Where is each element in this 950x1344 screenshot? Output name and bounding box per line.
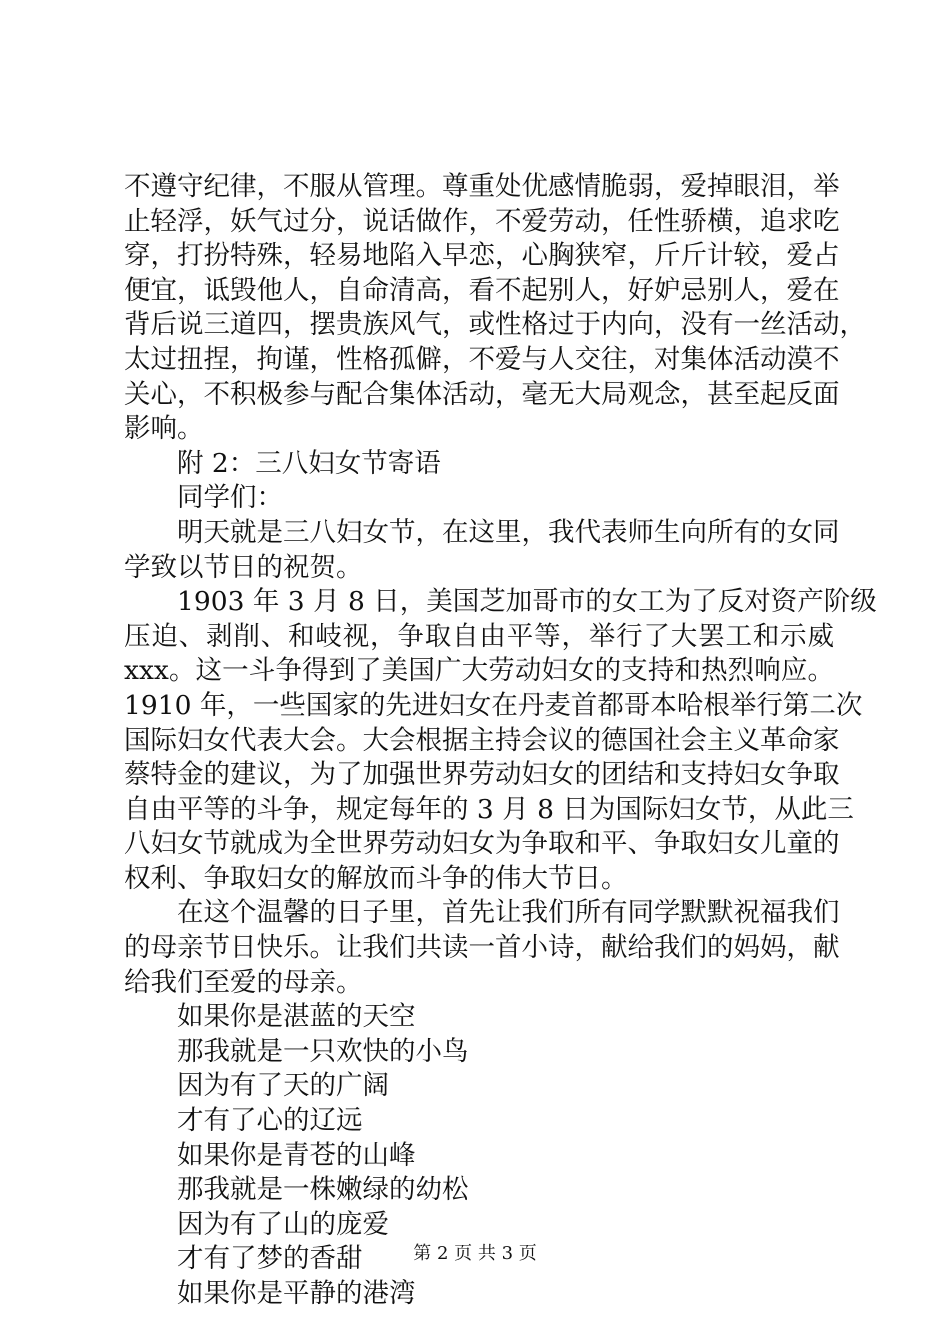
paragraph-1-line: 便宜，诋毁他人，自命清高，看不起别人，好妒忌别人，爱在: [124, 274, 840, 306]
paragraph-1-line: 关心，不积极参与配合集体活动，毫无大局观念，甚至起反面: [124, 378, 840, 410]
paragraph-3-line: 国际妇女代表大会。大会根据主持会议的德国社会主义革命家: [124, 724, 840, 756]
poem-line: 如果你是青苍的山峰: [177, 1139, 416, 1171]
document-body: [124, 170, 877, 1312]
poem-line: 那我就是一株嫩绿的幼松: [177, 1174, 469, 1206]
paragraph-4-line: 在这个温馨的日子里，首先让我们所有同学默默祝福我们: [177, 897, 840, 929]
paragraph-4-line: 给我们至爱的母亲。: [124, 966, 363, 998]
paragraph-1-line: 太过扭捏，拘谨，性格孤僻，不爱与人交往，对集体活动漠不: [124, 343, 840, 375]
appendix-title: 附 2：三八妇女节寄语: [177, 447, 441, 479]
poem-line: 因为有了天的广阔: [177, 1070, 389, 1102]
paragraph-1-line: 止轻浮，妖气过分，说话做作，不爱劳动，任性骄横，追求吃: [124, 205, 840, 237]
greeting: 同学们：: [177, 482, 283, 514]
paragraph-2-line: 明天就是三八妇女节，在这里，我代表师生向所有的女同: [177, 516, 840, 548]
poem-line: 如果你是湛蓝的天空: [177, 1001, 416, 1033]
poem-line: 才有了心的辽远: [177, 1105, 363, 1137]
paragraph-3-line: xxx。这一斗争得到了美国广大劳动妇女的支持和热烈响应。: [124, 655, 834, 687]
paragraph-3-line: 权利、争取妇女的解放而斗争的伟大节日。: [124, 862, 628, 894]
poem-line: 如果你是平静的港湾: [177, 1278, 416, 1309]
paragraph-4-line: 的母亲节日快乐。让我们共读一首小诗，献给我们的妈妈，献: [124, 932, 840, 964]
paragraph-3-line: 八妇女节就成为全世界劳动妇女为争取和平、争取妇女儿童的: [124, 828, 840, 860]
paragraph-1-line: 影响。: [124, 413, 204, 445]
paragraph-1-line: 背后说三道四，摆贵族风气，或性格过于内向，没有一丝活动，: [124, 309, 866, 341]
paragraph-3-line: 蔡特金的建议，为了加强世界劳动妇女的团结和支持妇女争取: [124, 759, 840, 791]
page-number-label: 第 2 页 共 3 页: [413, 1243, 537, 1264]
poem-line: 那我就是一只欢快的小鸟: [177, 1035, 469, 1067]
paragraph-3-line: 压迫、剥削、和岐视，争取自由平等，举行了大罢工和示威: [124, 620, 834, 652]
paragraph-3-line: 1903 年 3 月 8 日，美国芝加哥市的女工为了反对资产阶级: [177, 586, 877, 618]
paragraph-1-line: 不遵守纪律，不服从管理。尊重处优感情脆弱，爱掉眼泪，举: [124, 171, 840, 202]
poem-line: 因为有了山的庞爱: [177, 1208, 389, 1240]
paragraph-1-line: 穿，打扮特殊，轻易地陷入早恋，心胸狭窄，斤斤计较，爱占: [124, 240, 840, 272]
paragraph-3-line: 1910 年，一些国家的先进妇女在丹麦首都哥本哈根举行第二次: [124, 689, 863, 721]
paragraph-2-line: 学致以节日的祝贺。: [124, 551, 363, 583]
paragraph-3-line: 自由平等的斗争，规定每年的 3 月 8 日为国际妇女节，从此三: [124, 793, 854, 825]
poem-line: 才有了梦的香甜: [177, 1243, 363, 1275]
page-footer: [0, 1242, 950, 1266]
